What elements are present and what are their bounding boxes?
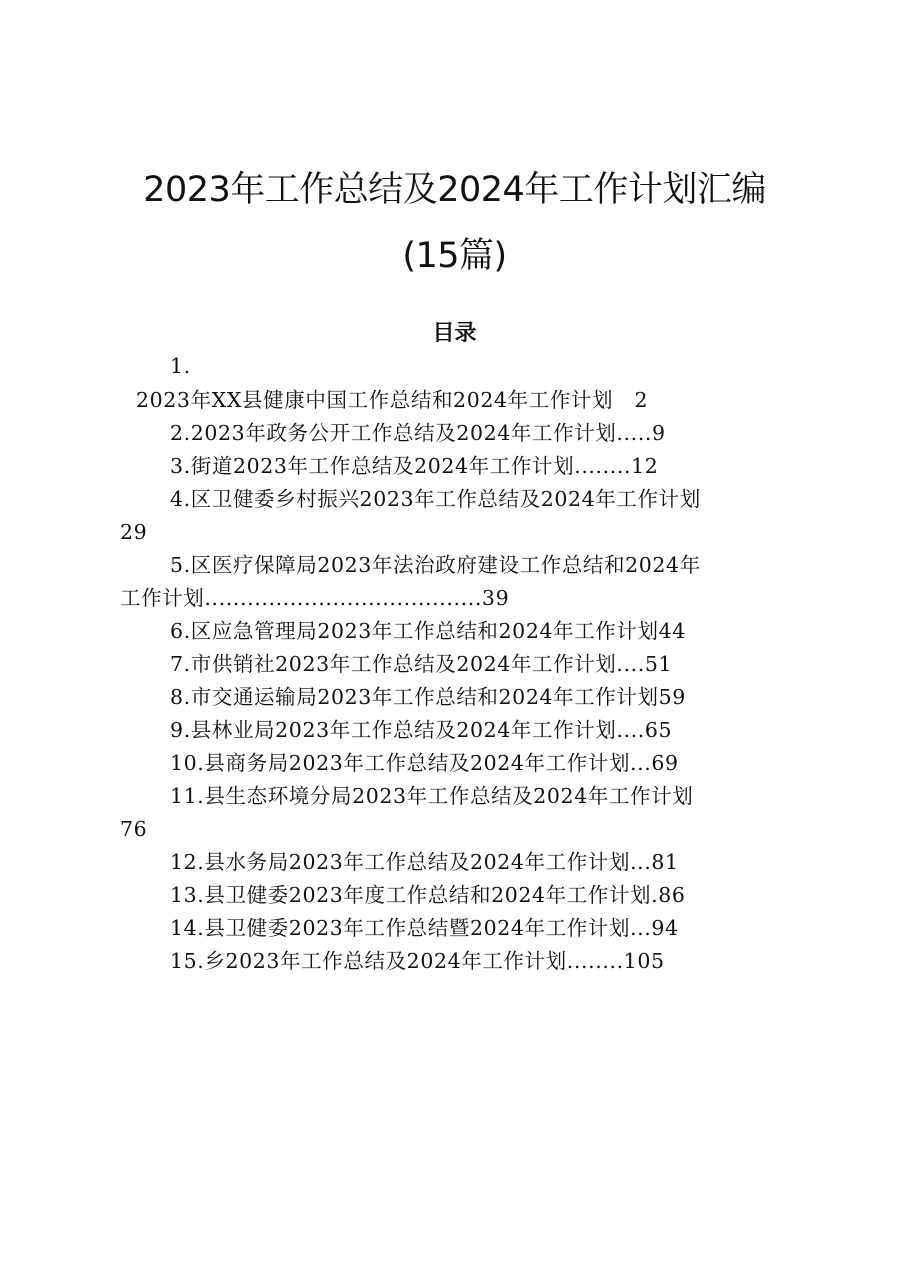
toc-line: 2.2023年政务公开工作总结及2024年工作计划.....9 — [170, 421, 666, 445]
toc-line: 1. — [170, 354, 191, 378]
toc-line: 15.乡2023年工作总结及2024年工作计划........105 — [170, 949, 665, 973]
toc-line: 3.街道2023年工作总结及2024年工作计划........12 — [170, 454, 659, 478]
toc-line: 13.县卫健委2023年度工作总结和2024年工作计划.86 — [170, 883, 686, 907]
toc-line: 5.区医疗保障局2023年法治政府建设工作总结和2024年 — [170, 553, 701, 577]
toc-line: 9.县林业局2023年工作总结及2024年工作计划....65 — [170, 718, 673, 742]
toc-line: 工作计划.......................................39 — [120, 586, 510, 610]
toc-line: 6.区应急管理局2023年工作总结和2024年工作计划44 — [170, 619, 686, 643]
toc-heading: 目录 — [432, 320, 477, 346]
toc-line: 12.县水务局2023年工作总结及2024年工作计划...81 — [170, 850, 679, 874]
toc-line: 2023年XX县健康中国工作总结和2024年工作计划 2 — [136, 388, 649, 412]
toc-line: 4.区卫健委乡村振兴2023年工作总结及2024年工作计划 — [170, 487, 701, 511]
toc-line: 8.市交通运输局2023年工作总结和2024年工作计划59 — [170, 685, 686, 709]
document-title: 2023年工作总结及2024年工作计划汇编 — [143, 170, 766, 210]
toc-line: 14.县卫健委2023年工作总结暨2024年工作计划...94 — [170, 916, 679, 940]
document-subtitle: (15篇) — [402, 236, 507, 276]
toc-line: 11.县生态环境分局2023年工作总结及2024年工作计划 — [170, 784, 694, 808]
toc-line: 29 — [120, 520, 148, 544]
toc-line: 10.县商务局2023年工作总结及2024年工作计划...69 — [170, 751, 679, 775]
toc-line: 76 — [120, 817, 148, 841]
toc-line: 7.市供销社2023年工作总结及2024年工作计划....51 — [170, 652, 673, 676]
